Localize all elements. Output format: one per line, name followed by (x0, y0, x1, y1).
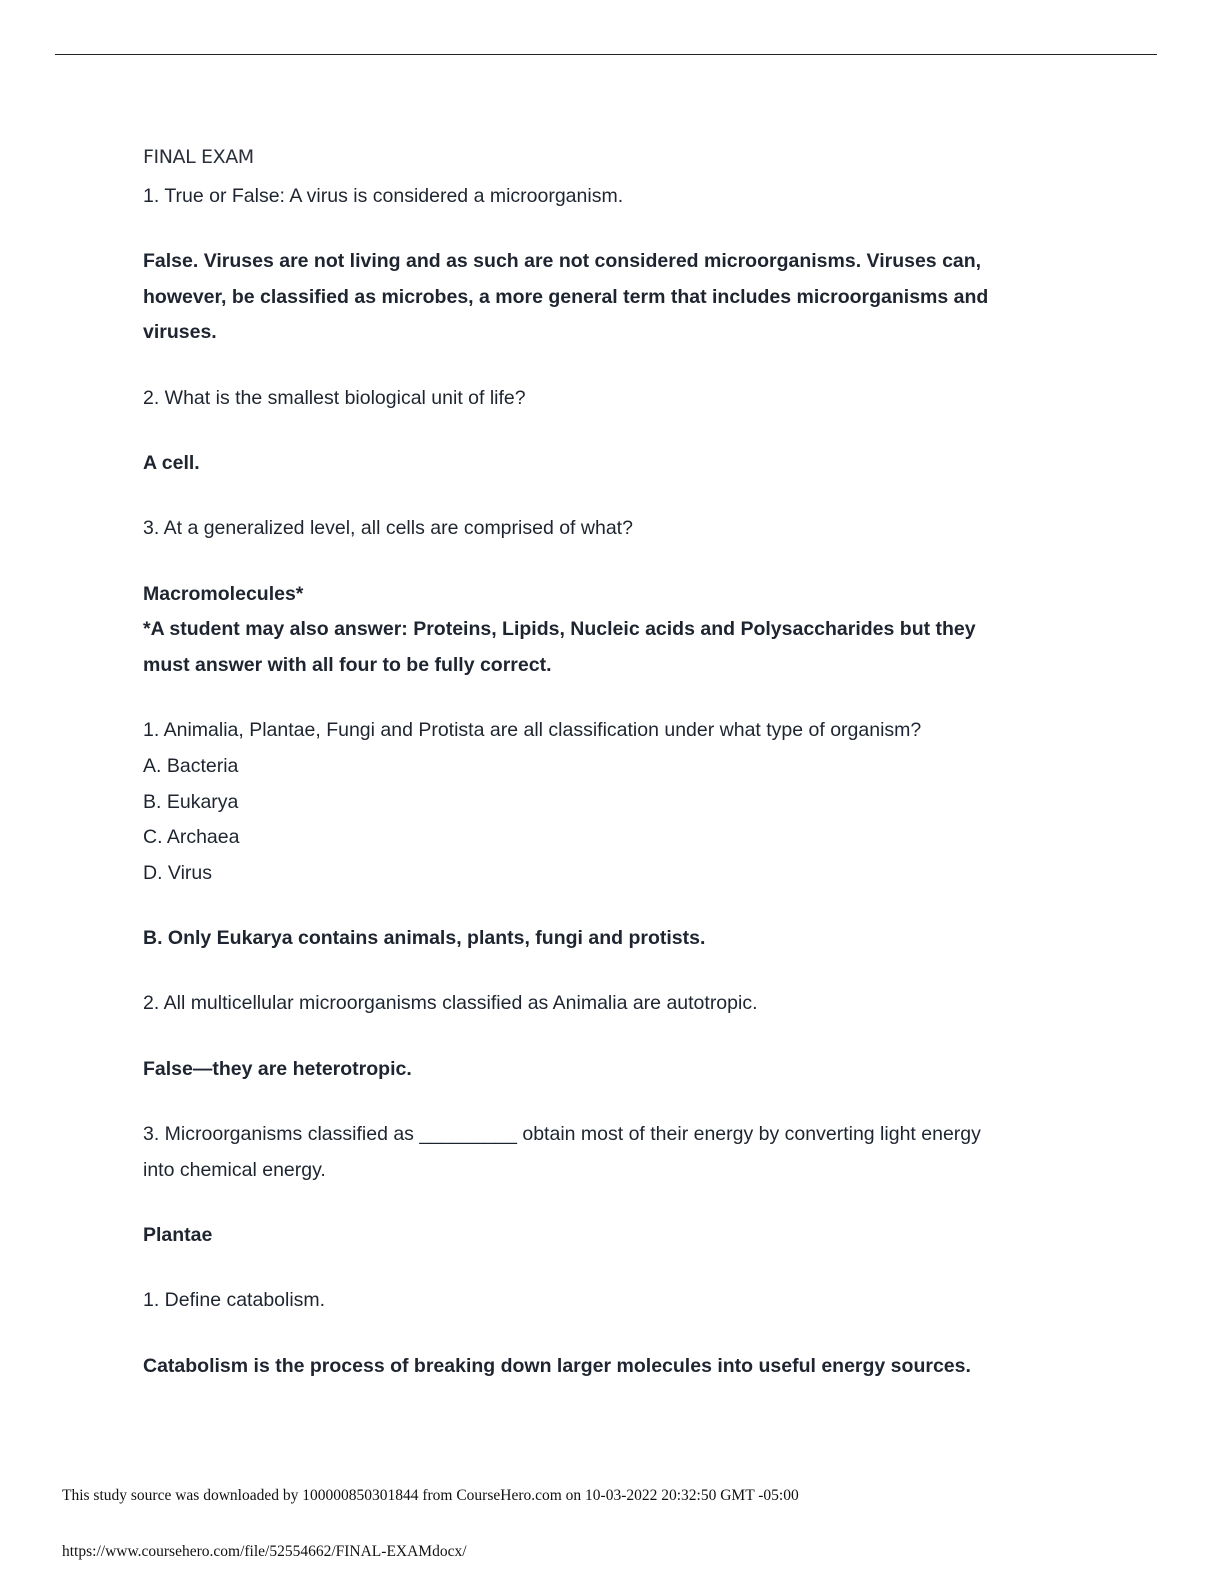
question-5: 2. All multicellular microorganisms classified as Animalia are autotropic. (143, 992, 758, 1014)
answer-3-line-2: *A student may also answer: Proteins, Lipids, Nucleic acids and Polysaccharides but they (143, 618, 976, 640)
question-7: 1. Define catabolism. (143, 1289, 326, 1311)
header-rule (55, 54, 1157, 55)
answer-1-line-2: however, be classified as microbes, a more general term that includes microorganisms and (143, 286, 989, 308)
question-4-option-a: A. Bacteria (143, 755, 239, 777)
answer-7: Catabolism is the process of breaking down larger molecules into useful energy sources. (143, 1355, 971, 1377)
answer-4: B. Only Eukarya contains animals, plants, fungi and protists. (143, 927, 706, 949)
answer-3-line-3: must answer with all four to be fully correct. (143, 654, 552, 676)
question-3: 3. At a generalized level, all cells are comprised of what? (143, 517, 633, 539)
answer-1-line-3: viruses. (143, 321, 217, 343)
source-url: https://www.coursehero.com/file/52554662/FINAL-EXAMdocx/ (62, 1543, 467, 1560)
question-6-line-2: into chemical energy. (143, 1159, 326, 1181)
answer-1-line-1: False. Viruses are not living and as such are not considered microorganisms. Viruses can, (143, 250, 982, 272)
question-2: 2. What is the smallest biological unit of life? (143, 387, 526, 409)
answer-6: Plantae (143, 1224, 213, 1246)
answer-5: False—they are heterotropic. (143, 1058, 412, 1080)
answer-3-line-1: Macromolecules* (143, 583, 304, 605)
question-6-line-1: 3. Microorganisms classified as _________ obtain most of their energy by converting light energy (143, 1123, 981, 1145)
question-1: 1. True or False: A virus is considered a microorganism. (143, 185, 624, 207)
question-4: 1. Animalia, Plantae, Fungi and Protista are all classification under what type of organism? (143, 719, 922, 741)
question-4-option-c: C. Archaea (143, 826, 240, 848)
page-title: FINAL EXAM (143, 146, 254, 168)
question-4-option-d: D. Virus (143, 862, 212, 884)
answer-2: A cell. (143, 452, 200, 474)
download-source-note: This study source was downloaded by 100000850301844 from CourseHero.com on 10-03-2022 20:32:50 GMT -05:00 (62, 1487, 799, 1504)
question-4-option-b: B. Eukarya (143, 791, 239, 813)
